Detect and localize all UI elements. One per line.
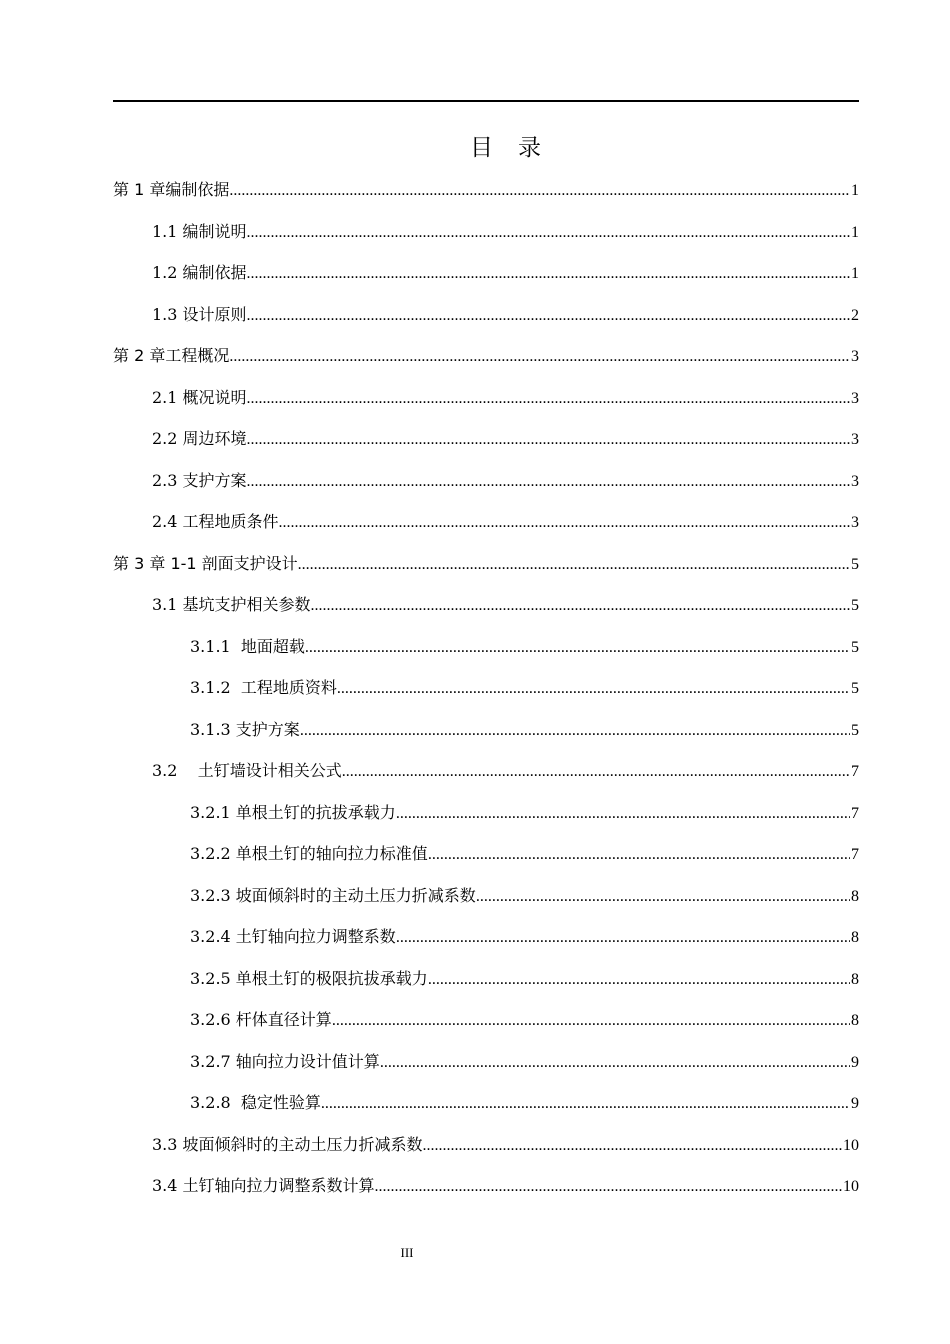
toc-dot-leader bbox=[311, 594, 850, 618]
toc-dot-leader bbox=[247, 470, 850, 494]
toc-dot-leader bbox=[298, 553, 850, 577]
toc-entry[interactable] bbox=[113, 427, 859, 469]
toc-entry-page: 2 bbox=[851, 306, 859, 324]
toc-entry[interactable] bbox=[113, 759, 859, 801]
header-rule bbox=[113, 100, 859, 102]
toc-entry-page: 7 bbox=[851, 804, 859, 822]
toc-entry-page: 1 bbox=[851, 182, 859, 199]
toc-entry[interactable] bbox=[113, 801, 859, 843]
toc-entry[interactable] bbox=[113, 344, 859, 386]
toc-entry-label: 3.4 土钉轴向拉力调整系数计算 bbox=[152, 1176, 375, 1195]
toc-entry-page: 9 bbox=[851, 1095, 859, 1112]
toc-entry-label: 3.1.2 工程地质资料 bbox=[190, 678, 337, 697]
toc-dot-leader bbox=[247, 262, 850, 286]
toc-entry[interactable] bbox=[113, 220, 859, 262]
toc-dot-leader bbox=[332, 1009, 850, 1033]
toc-entry-page: 3 bbox=[851, 431, 859, 448]
toc-entry-label: 1.2 编制依据 bbox=[152, 263, 247, 282]
toc-title: 目 录 bbox=[470, 135, 542, 161]
toc-entry-page: 5 bbox=[851, 721, 859, 739]
toc-entry-page: 7 bbox=[851, 846, 859, 863]
toc-entry[interactable] bbox=[113, 1133, 859, 1175]
toc-dot-leader bbox=[396, 802, 850, 826]
toc-dot-leader bbox=[305, 636, 850, 660]
toc-entry-page: 10 bbox=[843, 1136, 859, 1154]
toc-entry-label: 2.1 概况说明 bbox=[152, 387, 247, 407]
toc-entry[interactable] bbox=[113, 1091, 859, 1133]
toc-entry[interactable] bbox=[113, 967, 859, 1009]
toc-entry-label: 3.1.1 地面超载 bbox=[190, 636, 305, 656]
toc-entry-label: 3.2.6 杆体直径计算 bbox=[190, 1010, 332, 1029]
toc-dot-leader bbox=[229, 179, 850, 203]
toc-entry[interactable] bbox=[113, 261, 859, 303]
toc-entry[interactable] bbox=[113, 510, 859, 552]
toc-dot-leader bbox=[247, 387, 850, 411]
toc-entry-page: 1 bbox=[851, 223, 859, 241]
toc-entry-label: 2.3 支护方案 bbox=[152, 470, 247, 490]
toc-entry-page: 3 bbox=[851, 514, 859, 531]
toc-entry[interactable] bbox=[113, 842, 859, 884]
toc-entry-page: 9 bbox=[851, 1053, 859, 1071]
toc-entry[interactable] bbox=[113, 718, 859, 760]
toc-dot-leader bbox=[396, 926, 850, 950]
toc-entry[interactable] bbox=[113, 1008, 859, 1050]
toc-entry-label: 3.2.8 稳定性验算 bbox=[190, 1093, 321, 1112]
toc-entry-label: 2.2 周边环境 bbox=[152, 429, 247, 448]
toc-dot-leader bbox=[428, 968, 850, 992]
toc-entry[interactable] bbox=[113, 593, 859, 635]
toc-entry-label: 3.1.3 支护方案 bbox=[190, 719, 300, 739]
toc-dot-leader bbox=[247, 304, 850, 328]
toc-entry[interactable] bbox=[113, 386, 859, 428]
page-footer bbox=[0, 1244, 950, 1262]
toc-entry-label: 1.1 编制说明 bbox=[152, 221, 247, 241]
toc-entry-page: 1 bbox=[851, 265, 859, 282]
toc-entry-label: 3.3 坡面倾斜时的主动土压力折减系数 bbox=[152, 1134, 423, 1154]
toc-dot-leader bbox=[279, 511, 850, 535]
toc-entry-page: 5 bbox=[851, 597, 859, 614]
toc-dot-leader bbox=[337, 677, 850, 701]
toc-entry-label: 第 2 章工程概况 bbox=[113, 346, 230, 365]
toc-entry-page: 8 bbox=[851, 970, 859, 988]
toc-entry-page: 3 bbox=[851, 472, 859, 490]
toc-entry-page: 3 bbox=[851, 389, 859, 407]
toc-entry-label: 2.4 工程地质条件 bbox=[152, 512, 279, 531]
toc-entry-label: 1.3 设计原则 bbox=[152, 304, 247, 324]
toc-dot-leader bbox=[428, 843, 850, 867]
toc-dot-leader bbox=[247, 221, 850, 245]
toc-entry-page: 10 bbox=[843, 1178, 859, 1195]
toc-entry-label: 3.1 基坑支护相关参数 bbox=[152, 595, 311, 614]
toc-entry[interactable] bbox=[113, 469, 859, 511]
toc-entry-page: 8 bbox=[851, 887, 859, 905]
toc-entry-label: 3.2 土钉墙设计相关公式 bbox=[152, 761, 342, 780]
toc-entry-label: 第 1 章编制依据 bbox=[113, 180, 230, 199]
toc-entry[interactable] bbox=[113, 676, 859, 718]
toc-entry-page: 7 bbox=[851, 763, 859, 780]
toc-dot-leader bbox=[375, 1175, 842, 1199]
toc-entry-page: 8 bbox=[851, 1012, 859, 1029]
toc-entry-label: 3.2.3 坡面倾斜时的主动土压力折减系数 bbox=[190, 885, 476, 905]
toc-entry-page: 5 bbox=[851, 680, 859, 697]
toc-dot-leader bbox=[476, 885, 850, 909]
toc-entry[interactable] bbox=[113, 178, 859, 220]
toc-entry[interactable] bbox=[113, 552, 859, 594]
toc-entry[interactable] bbox=[113, 303, 859, 345]
toc-entry[interactable] bbox=[113, 1050, 859, 1092]
toc-entry-page: 5 bbox=[851, 638, 859, 656]
toc-entry[interactable] bbox=[113, 925, 859, 967]
toc-dot-leader bbox=[342, 760, 850, 784]
toc-entry-page: 8 bbox=[851, 929, 859, 946]
toc-dot-leader bbox=[300, 719, 850, 743]
toc-dot-leader bbox=[423, 1134, 842, 1158]
toc-entry-label: 3.2.2 单根土钉的轴向拉力标准值 bbox=[190, 844, 428, 863]
toc-entry-page: 5 bbox=[851, 555, 859, 573]
toc-entry[interactable] bbox=[113, 1174, 859, 1216]
toc-entry[interactable] bbox=[113, 884, 859, 926]
toc-dot-leader bbox=[247, 428, 850, 452]
toc-dot-leader bbox=[380, 1051, 850, 1075]
toc-entry-label: 3.2.1 单根土钉的抗拔承载力 bbox=[190, 802, 396, 822]
toc-entry[interactable] bbox=[113, 635, 859, 677]
page-number: III bbox=[400, 1245, 414, 1260]
toc-entry-label: 3.2.7 轴向拉力设计值计算 bbox=[190, 1051, 380, 1071]
toc-entry-label: 3.2.5 单根土钉的极限抗拔承载力 bbox=[190, 968, 428, 988]
toc-dot-leader bbox=[321, 1092, 850, 1116]
toc-dot-leader bbox=[229, 345, 850, 369]
toc-entry-label: 第 3 章 1-1 剖面支护设计 bbox=[113, 553, 298, 573]
table-of-contents bbox=[113, 178, 859, 1216]
toc-entry-label: 3.2.4 土钉轴向拉力调整系数 bbox=[190, 927, 396, 946]
toc-entry-page: 3 bbox=[851, 348, 859, 365]
